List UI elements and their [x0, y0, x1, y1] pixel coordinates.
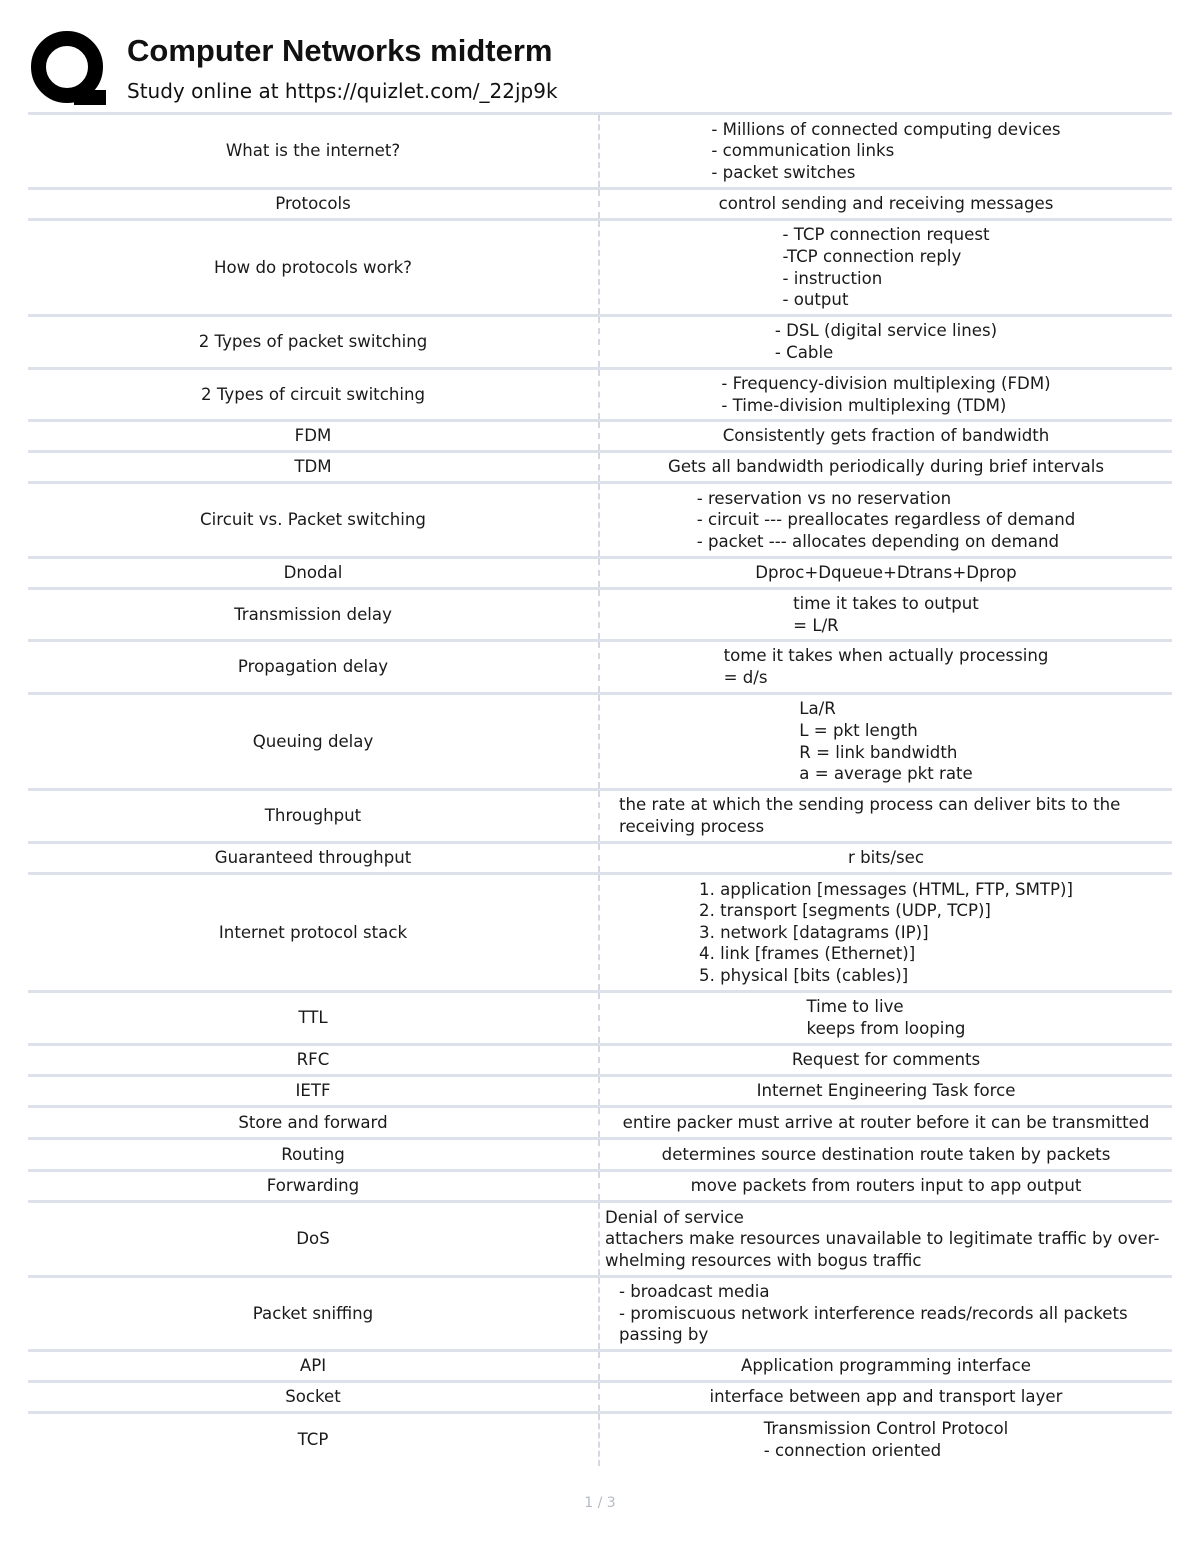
term-cell: Queuing delay	[28, 695, 600, 788]
card-row	[28, 1278, 1172, 1352]
definition-text: determines source destination route taken by packets	[661, 1144, 1111, 1164]
card-row	[28, 791, 1172, 844]
definition-text: - TCP connection request -TCP connection reply - instruction - output	[782, 225, 990, 310]
term-cell: 2 Types of packet switching	[28, 317, 600, 367]
definition-cell	[600, 1414, 1172, 1466]
definition-cell	[600, 1108, 1172, 1137]
definition-text: time it takes to output = L/R	[793, 593, 979, 635]
term-cell: Store and forward	[28, 1108, 600, 1137]
definition-text: - DSL (digital service lines) - Cable	[774, 321, 998, 362]
definition-cell	[600, 1383, 1172, 1411]
term-cell: How do protocols work?	[28, 221, 600, 314]
card-row	[28, 844, 1172, 875]
card-row	[28, 1352, 1172, 1383]
definition-cell	[600, 1172, 1172, 1200]
card-row	[28, 453, 1172, 484]
card-row	[28, 559, 1172, 590]
term-cell: TDM	[28, 453, 600, 481]
term-cell: Forwarding	[28, 1172, 600, 1200]
definition-cell	[600, 221, 1172, 314]
page-subtitle: Study online at https://quizlet.com/_22jp9k	[127, 79, 558, 103]
card-row	[28, 875, 1172, 993]
term-cell: Throughput	[28, 791, 600, 841]
definition-cell	[600, 875, 1172, 990]
term-cell: Circuit vs. Packet switching	[28, 484, 600, 556]
definition-text: Denial of service attachers make resources unavailable to legitimate traffic by over-whelming resources with bogus traffic	[605, 1207, 1160, 1270]
definition-cell	[600, 1140, 1172, 1169]
definition-text: entire packer must arrive at router before it can be transmitted	[622, 1112, 1150, 1132]
definition-text: interface between app and transport layer	[709, 1387, 1063, 1407]
definition-text: Time to live keeps from looping	[806, 997, 966, 1038]
term-cell: Protocols	[28, 190, 600, 218]
term-cell: Socket	[28, 1383, 600, 1411]
card-row	[28, 1108, 1172, 1140]
term-cell: Guaranteed throughput	[28, 844, 600, 872]
card-row	[28, 484, 1172, 559]
term-cell: FDM	[28, 422, 600, 450]
card-row	[28, 1077, 1172, 1108]
definition-cell	[600, 844, 1172, 872]
quizlet-logo-icon	[30, 30, 108, 108]
definition-cell	[600, 695, 1172, 788]
definition-cell	[600, 115, 1172, 187]
definition-text: - broadcast media - promiscuous network interference reads/records all packets passing by	[619, 1282, 1128, 1345]
definition-cell	[600, 453, 1172, 481]
card-row	[28, 642, 1172, 695]
card-row	[28, 590, 1172, 642]
term-cell: Transmission delay	[28, 590, 600, 639]
definition-text: move packets from routers input to app output	[690, 1176, 1082, 1196]
definition-text: tome it takes when actually processing = d/s	[723, 646, 1049, 687]
definition-cell	[600, 1352, 1172, 1380]
card-row	[28, 695, 1172, 791]
card-row	[28, 1046, 1172, 1077]
definition-text: Dproc+Dqueue+Dtrans+Dprop	[755, 563, 1017, 583]
term-cell: Routing	[28, 1140, 600, 1169]
term-cell: IETF	[28, 1077, 600, 1105]
card-row	[28, 1140, 1172, 1172]
term-cell: RFC	[28, 1046, 600, 1074]
term-cell: Propagation delay	[28, 642, 600, 692]
definition-text: Application programming interface	[741, 1356, 1031, 1376]
definition-text: Consistently gets fraction of bandwidth	[722, 426, 1050, 446]
term-cell: 2 Types of circuit switching	[28, 370, 600, 419]
definition-text: r bits/sec	[848, 848, 924, 868]
card-row	[28, 1203, 1172, 1278]
term-cell: Packet sniffing	[28, 1278, 600, 1349]
definition-text: 1. application [messages (HTML, FTP, SMTP)] 2. transport [segments (UDP, TCP)] 3. network [datagrams (IP)] 4. link [frames (Ethernet)] 5. physical [bits (cables)]	[699, 879, 1073, 985]
term-cell: TCP	[28, 1414, 600, 1466]
page-title: Computer Networks midterm	[127, 33, 553, 68]
term-cell: API	[28, 1352, 600, 1380]
definition-text: the rate at which the sending process can deliver bits to the receiving process	[619, 795, 1121, 836]
card-row	[28, 422, 1172, 453]
page-number: 1 / 3	[584, 1495, 616, 1511]
definition-cell	[600, 993, 1172, 1043]
card-row	[28, 1414, 1172, 1466]
definition-cell	[600, 791, 1172, 841]
definition-cell	[600, 559, 1172, 587]
definition-text: Request for comments	[791, 1050, 981, 1070]
definition-text: - Millions of connected computing devices - communication links - packet switches	[711, 119, 1061, 182]
definition-cell	[600, 1278, 1172, 1349]
card-row	[28, 317, 1172, 370]
card-row	[28, 370, 1172, 422]
term-cell: Dnodal	[28, 559, 600, 587]
card-row	[28, 1172, 1172, 1203]
card-row	[28, 993, 1172, 1046]
definition-text: control sending and receiving messages	[718, 194, 1054, 214]
term-cell: Internet protocol stack	[28, 875, 600, 990]
flashcard-table	[28, 112, 1172, 1466]
definition-cell	[600, 642, 1172, 692]
definition-text: Transmission Control Protocol - connection oriented	[763, 1419, 1009, 1460]
card-row	[28, 221, 1172, 317]
card-row	[28, 190, 1172, 221]
definition-cell	[600, 190, 1172, 218]
definition-cell	[600, 1203, 1172, 1275]
definition-cell	[600, 1046, 1172, 1074]
definition-text: Gets all bandwidth periodically during brief intervals	[667, 457, 1104, 477]
definition-cell	[600, 484, 1172, 556]
definition-cell	[600, 317, 1172, 367]
card-row	[28, 1383, 1172, 1414]
term-cell: DoS	[28, 1203, 600, 1275]
term-cell: What is the internet?	[28, 115, 600, 187]
definition-cell	[600, 370, 1172, 419]
definition-text: La/R L = pkt length R = link bandwidth a = average pkt rate	[799, 699, 973, 784]
term-cell: TTL	[28, 993, 600, 1043]
card-row	[28, 115, 1172, 190]
definition-cell	[600, 590, 1172, 639]
definition-cell	[600, 422, 1172, 450]
definition-text: - Frequency-division multiplexing (FDM) - Time-division multiplexing (TDM)	[721, 373, 1051, 415]
definition-text: Internet Engineering Task force	[756, 1081, 1016, 1101]
definition-text: - reservation vs no reservation - circuit --- preallocates regardless of demand - packet --- allocates depending on demand	[696, 488, 1076, 551]
definition-cell	[600, 1077, 1172, 1105]
